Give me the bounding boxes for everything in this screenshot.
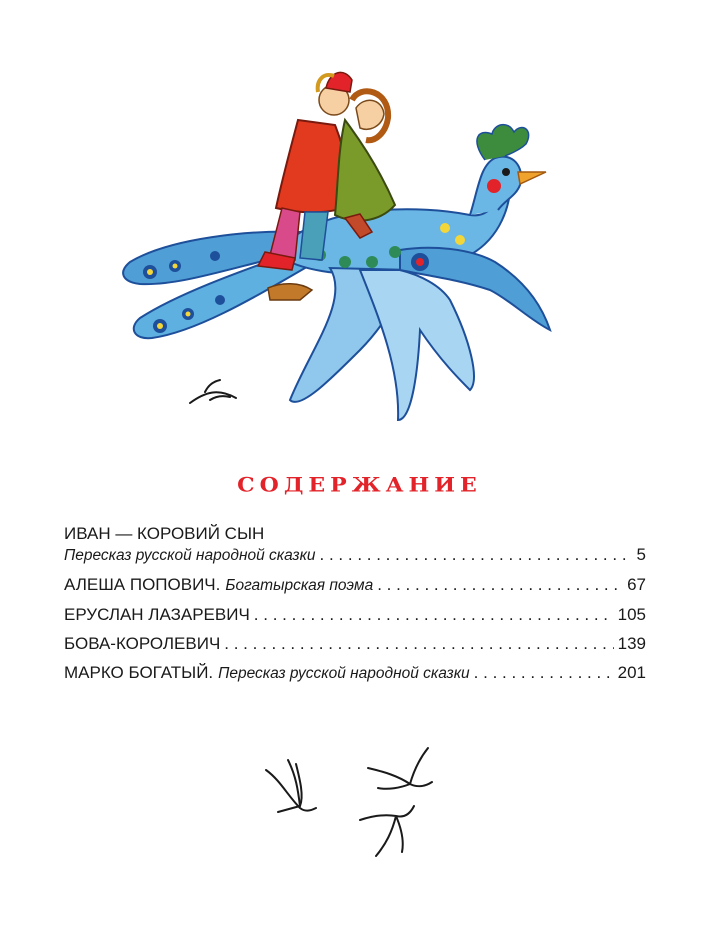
seagull-icon — [360, 806, 414, 856]
table-of-contents — [64, 523, 646, 692]
toc-entry[interactable] — [64, 523, 646, 566]
toc-entry-subtitle: Пересказ русской народной сказки — [64, 547, 316, 564]
toc-entry-title: МАРКО БОГАТЫЙ. — [64, 663, 214, 682]
seagull-icon — [190, 380, 236, 403]
toc-entry-title: ИВАН — КОРОВИЙ СЫН — [64, 524, 265, 543]
toc-page-number: 201 — [617, 663, 646, 682]
leader-dots — [254, 604, 614, 625]
toc-page-number: 67 — [627, 575, 646, 594]
toc-entry[interactable] — [64, 633, 646, 654]
leader-dots — [377, 574, 623, 595]
seagull-icon — [266, 760, 316, 812]
toc-entry[interactable] — [64, 574, 646, 596]
toc-entry-subtitle: Пересказ русской народной сказки — [218, 665, 470, 682]
toc-entry-subtitle: Богатырская поэма — [225, 577, 374, 594]
toc-entry[interactable] — [64, 662, 646, 684]
toc-entry-title: БОВА-КОРОЛЕВИЧ — [64, 634, 221, 653]
toc-page-number: 5 — [636, 545, 646, 564]
toc-page-number: 105 — [617, 605, 646, 624]
toc-page-number: 139 — [617, 634, 646, 653]
toc-entry-title: АЛЕША ПОПОВИЧ. — [64, 575, 221, 594]
leader-dots — [224, 633, 613, 654]
leader-dots — [320, 544, 628, 565]
seagull-icon — [368, 748, 432, 789]
toc-entry[interactable] — [64, 604, 646, 625]
toc-entry-title: ЕРУСЛАН ЛАЗАРЕВИЧ — [64, 605, 250, 624]
contents-heading: СОДЕРЖАНИЕ — [237, 473, 482, 497]
leader-dots — [474, 662, 614, 683]
